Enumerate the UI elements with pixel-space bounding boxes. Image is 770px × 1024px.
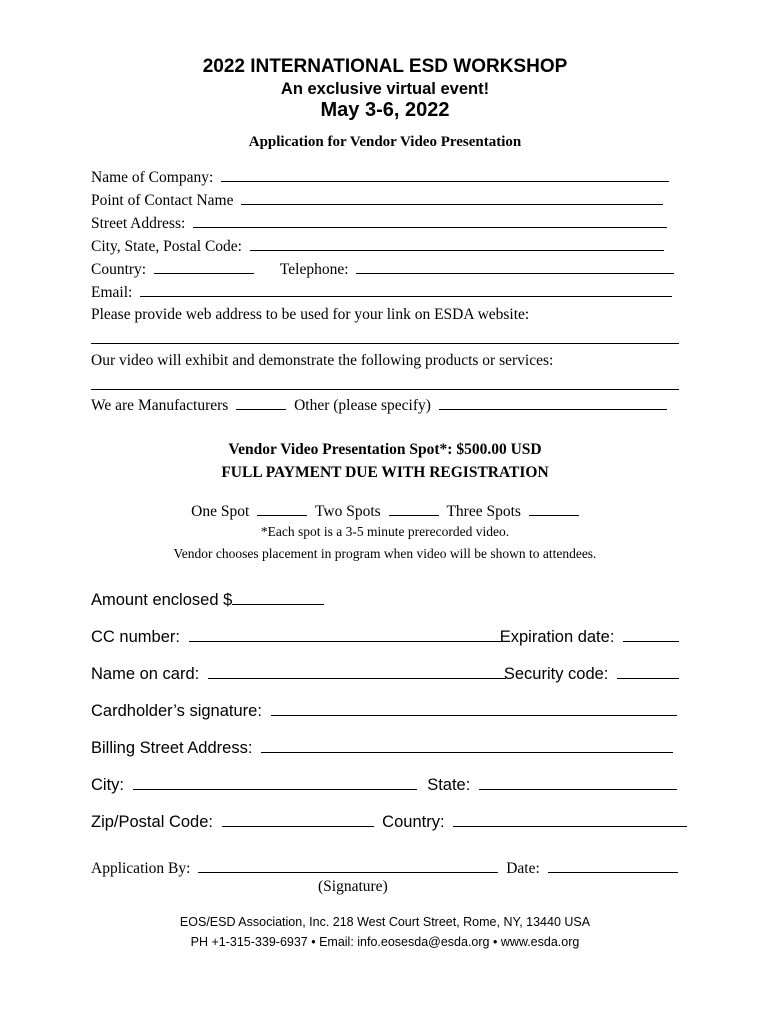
country-phone-row bbox=[91, 259, 674, 280]
footer-contact: PH +1-315-339-6937 • Email: info.eosesda@esda.org • www.esda.org bbox=[190, 935, 580, 949]
expiration-field[interactable] bbox=[623, 627, 679, 642]
application-signature-field[interactable] bbox=[198, 858, 498, 873]
cardholder-signature-label: Cardholder’s signature: bbox=[91, 702, 262, 720]
city-field[interactable] bbox=[133, 775, 417, 790]
amount-field[interactable] bbox=[232, 590, 324, 605]
expiration-row bbox=[500, 627, 679, 647]
security-code-field[interactable] bbox=[617, 664, 679, 679]
web-prompt: Please provide web address to be used for your link on ESDA website: bbox=[91, 306, 530, 323]
city-state-field[interactable] bbox=[250, 236, 664, 251]
email-label: Email: bbox=[91, 284, 133, 301]
city-row bbox=[91, 775, 677, 795]
cc-number-row bbox=[91, 627, 505, 647]
email-field[interactable] bbox=[140, 282, 672, 297]
application-by-row bbox=[91, 858, 678, 879]
spot-price: Vendor Video Presentation Spot*: $500.00 USD bbox=[228, 441, 542, 458]
security-code-row bbox=[504, 664, 679, 684]
placement-note: Vendor chooses placement in program when video will be shown to attendees. bbox=[173, 546, 597, 561]
billing-address-field[interactable] bbox=[261, 738, 673, 753]
poc-label: Point of Contact Name bbox=[91, 192, 234, 209]
date-field[interactable] bbox=[548, 858, 678, 873]
date-label: Date: bbox=[506, 860, 540, 877]
signature-caption: (Signature) bbox=[318, 878, 388, 895]
city-label: City: bbox=[91, 776, 124, 794]
state-field[interactable] bbox=[479, 775, 677, 790]
billing-country-field[interactable] bbox=[453, 812, 687, 827]
country-label: Country: bbox=[91, 261, 147, 278]
company-label: Name of Company: bbox=[91, 169, 214, 186]
company-row bbox=[91, 167, 669, 188]
payment-due: FULL PAYMENT DUE WITH REGISTRATION bbox=[221, 464, 549, 481]
name-on-card-row bbox=[91, 664, 506, 684]
application-by-label: Application By: bbox=[91, 860, 191, 877]
cardholder-signature-row bbox=[91, 701, 677, 721]
one-spot-label: One Spot bbox=[191, 503, 250, 520]
billing-address-row bbox=[91, 738, 673, 758]
other-label: Other (please specify) bbox=[294, 397, 431, 414]
manufacturers-field[interactable] bbox=[236, 395, 286, 410]
poc-field[interactable] bbox=[241, 190, 663, 205]
products-field[interactable] bbox=[91, 371, 679, 390]
cc-number-field[interactable] bbox=[189, 627, 505, 642]
name-on-card-label: Name on card: bbox=[91, 665, 200, 683]
expiration-label: Expiration date: bbox=[499, 628, 615, 646]
spot-options-row bbox=[0, 501, 770, 521]
two-spots-field[interactable] bbox=[389, 501, 439, 516]
telephone-field[interactable] bbox=[356, 259, 674, 274]
zip-field[interactable] bbox=[222, 812, 374, 827]
billing-country-label: Country: bbox=[382, 813, 445, 831]
other-field[interactable] bbox=[439, 395, 667, 410]
one-spot-field[interactable] bbox=[257, 501, 307, 516]
street-label: Street Address: bbox=[91, 215, 186, 232]
poc-row bbox=[91, 190, 663, 211]
zip-label: Zip/Postal Code: bbox=[91, 813, 213, 831]
street-field[interactable] bbox=[193, 213, 667, 228]
web-address-field[interactable] bbox=[91, 325, 679, 344]
cc-label: CC number: bbox=[91, 628, 180, 646]
email-row bbox=[91, 282, 672, 303]
country-field[interactable] bbox=[154, 259, 254, 274]
amount-label: Amount enclosed $ bbox=[91, 591, 233, 609]
amount-row bbox=[91, 590, 324, 610]
name-on-card-field[interactable] bbox=[208, 664, 506, 679]
form-title: Application for Vendor Video Presentation bbox=[248, 134, 522, 150]
zip-country-row bbox=[91, 812, 687, 832]
footer-address: EOS/ESD Association, Inc. 218 West Court Street, Rome, NY, 13440 USA bbox=[179, 915, 591, 929]
telephone-label: Telephone: bbox=[279, 261, 349, 278]
billing-address-label: Billing Street Address: bbox=[91, 739, 253, 757]
security-code-label: Security code: bbox=[503, 665, 609, 683]
two-spots-label: Two Spots bbox=[315, 503, 381, 520]
city-state-row bbox=[91, 236, 664, 257]
street-row bbox=[91, 213, 667, 234]
products-prompt: Our video will exhibit and demonstrate the following products or services: bbox=[91, 352, 554, 369]
vendor-type-row bbox=[91, 395, 667, 416]
spot-note: *Each spot is a 3-5 minute prerecorded video. bbox=[260, 524, 510, 539]
company-field[interactable] bbox=[221, 167, 669, 182]
three-spots-field[interactable] bbox=[529, 501, 579, 516]
cardholder-signature-field[interactable] bbox=[271, 701, 677, 716]
event-dates: May 3-6, 2022 bbox=[320, 99, 450, 121]
manufacturers-label: We are Manufacturers bbox=[91, 397, 229, 414]
three-spots-label: Three Spots bbox=[446, 503, 521, 520]
state-label: State: bbox=[427, 776, 471, 794]
workshop-title: 2022 INTERNATIONAL ESD WORKSHOP bbox=[202, 56, 568, 77]
city-state-label: City, State, Postal Code: bbox=[91, 238, 242, 255]
event-subtitle: An exclusive virtual event! bbox=[280, 80, 490, 98]
